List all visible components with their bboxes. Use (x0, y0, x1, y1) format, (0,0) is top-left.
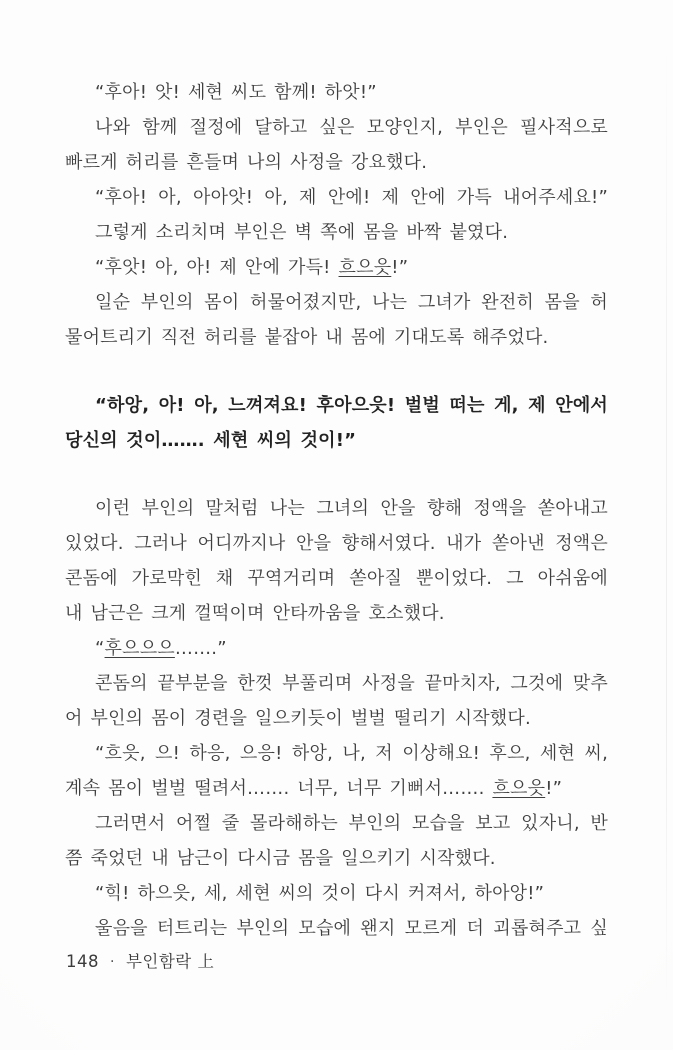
text-segment: 어 부인의 몸이 경련을 일으키듯이 벌벌 떨리기 시작했다. (65, 708, 531, 729)
text-segment: 물어트리기 직전 허리를 붙잡아 내 몸에 기대도록 해주었다. (65, 327, 549, 348)
text-segment: 나와 함께 절정에 달하고 싶은 모양인지, 부인은 필사적으로 (95, 117, 608, 138)
text-segment: 콘돔의 끝부분을 한껏 부풀리며 사정을 끝마치자, 그것에 맞추 (95, 673, 608, 694)
text-segment: 이런 부인의 말처럼 나는 그녀의 안을 향해 정액을 쏟아내고 (95, 498, 608, 519)
text-line (65, 320, 608, 355)
text-segment: 콘돔에 가로막힌 채 꾸역거리며 쏟아질 뿐이었다. 그 아쉬움에 (65, 568, 608, 589)
text-line (65, 631, 608, 666)
text-line (65, 876, 608, 911)
text-line (65, 841, 608, 876)
text-segment: 당신의 것이……. 세현 씨의 것이!” (65, 430, 357, 451)
text-line (65, 771, 608, 806)
text-segment: !” (545, 778, 563, 799)
text-segment: 그렇게 소리치며 부인은 벽 쪽에 몸을 바짝 붙였다. (95, 222, 509, 243)
text-line (65, 701, 608, 736)
text-segment: 울음을 터트리는 부인의 모습에 왠지 모르게 더 괴롭혀주고 싶 (95, 918, 608, 939)
text-line (65, 250, 608, 285)
text-segment: 일순 부인의 몸이 허물어졌지만, 나는 그녀가 완전히 몸을 허 (95, 292, 608, 313)
text-line (65, 110, 608, 145)
page-footer (66, 950, 214, 974)
text-segment: “흐읏, 으! 하응, 으응! 하앙, 나, 저 이상해요! 후으, 세현 씨, (95, 743, 608, 764)
text-line (65, 180, 608, 215)
text-line (65, 666, 608, 701)
text-segment: !” (391, 257, 409, 278)
text-segment: “하앙, 아! 아, 느껴져요! 후아으읏! 벌벌 떠는 게, 제 안에서 (95, 395, 608, 416)
underlined-text: 후으으으 (104, 638, 175, 659)
text-line (65, 423, 608, 458)
text-line (65, 491, 608, 526)
text-segment: “후앗! 아, 아! 제 안에 가득! (95, 257, 339, 278)
page-number: 148 (66, 952, 99, 971)
footer-separator: · (110, 954, 115, 970)
underlined-text: 흐으읏 (338, 257, 392, 278)
text-segment: 내 남근은 크게 껄떡이며 안타까움을 호소했다. (65, 603, 445, 624)
text-line (65, 911, 608, 946)
text-line (65, 285, 608, 320)
text-segment: “ (95, 638, 105, 659)
body-text-block (65, 75, 608, 946)
text-segment: “후아! 아, 아아앗! 아, 제 안에! 제 안에 가득 내어주세요!” (95, 187, 608, 208)
underlined-text: 흐으읏 (492, 778, 546, 799)
text-line (65, 75, 608, 110)
text-line (65, 215, 608, 250)
text-segment: “힉! 하으읏, 세, 세현 씨의 것이 다시 커져서, 하아앙!” (95, 883, 545, 904)
page-edge-shadow (666, 40, 667, 1020)
text-line (65, 736, 608, 771)
text-line (65, 526, 608, 561)
text-segment: 쯤 죽었던 내 남근이 다시금 몸을 일으키기 시작했다. (65, 848, 496, 869)
text-segment: 있었다. 그러나 어디까지나 안을 향해서였다. 내가 쏟아낸 정액은 (65, 533, 608, 554)
text-segment: 그러면서 어쩔 줄 몰라해하는 부인의 모습을 보고 있자니, 반 (95, 813, 608, 834)
text-segment: 계속 몸이 벌벌 떨려서……. 너무, 너무 기뻐서……. (65, 778, 493, 799)
text-line (65, 561, 608, 596)
text-line (65, 145, 608, 180)
text-segment: …….” (174, 638, 227, 659)
text-line (65, 388, 608, 423)
book-title: 부인함락 上 (125, 952, 215, 971)
text-line (65, 596, 608, 631)
text-segment: “후아! 앗! 세현 씨도 함께! 하앗!” (95, 82, 377, 103)
text-segment: 빠르게 허리를 흔들며 나의 사정을 강요했다. (65, 152, 428, 173)
text-line (65, 806, 608, 841)
